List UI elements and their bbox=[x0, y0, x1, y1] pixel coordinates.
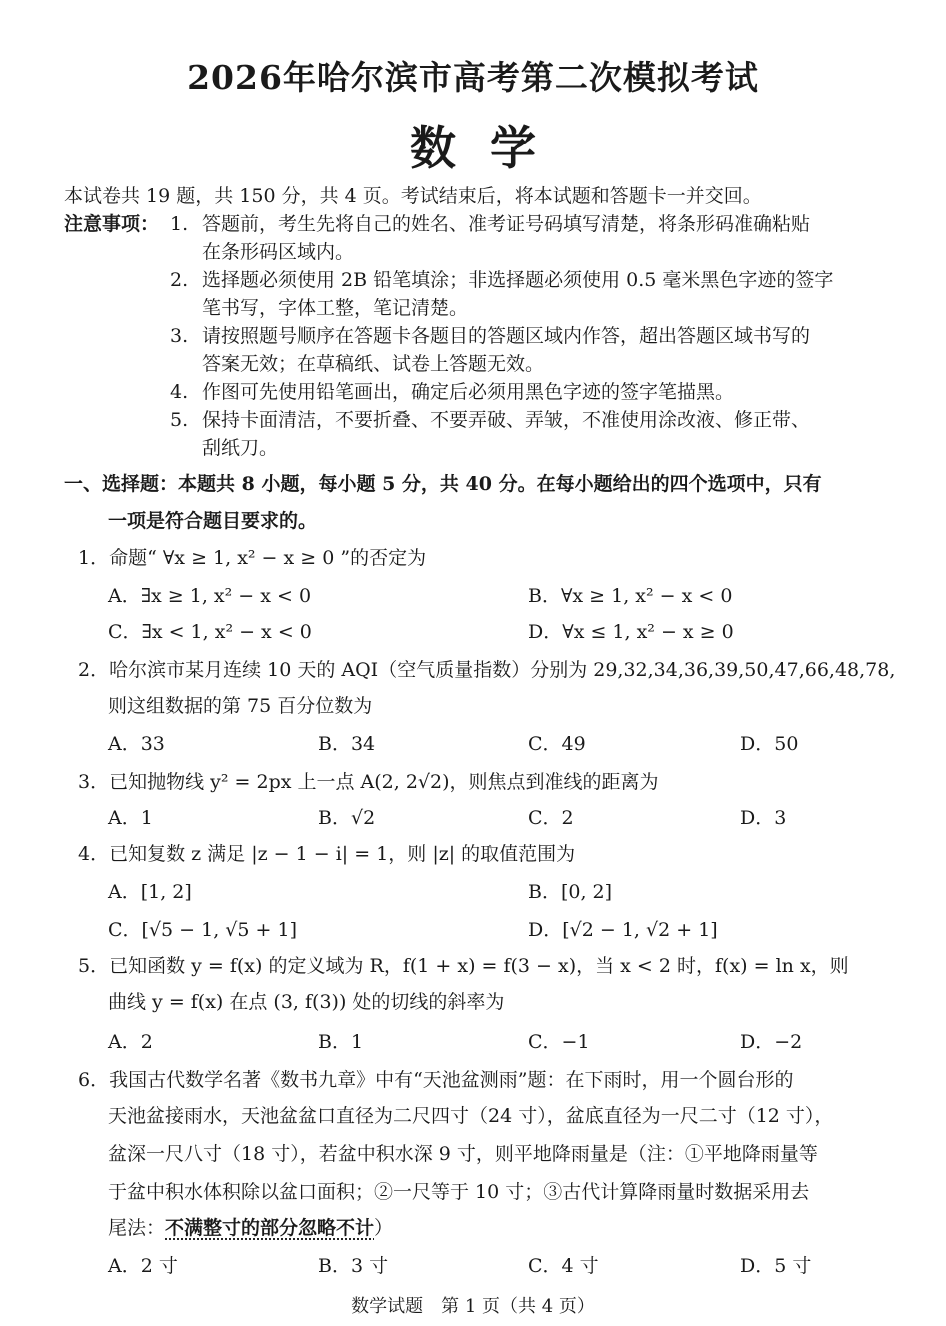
notice-num: 3. bbox=[170, 325, 189, 347]
option-d: D．−2 bbox=[740, 1031, 803, 1053]
intro-text: 本试卷共 19 题，共 150 分，共 4 页。考试结束后，将本试题和答题卡一并交回。 bbox=[64, 185, 762, 207]
option-c: C．2 bbox=[528, 807, 574, 829]
notice-line: 笔书写，字体工整，笔记清楚。 bbox=[202, 297, 469, 319]
question-stem-cont: 盆深一尺八寸（18 寸），若盆中积水深 9 寸，则平地降雨量是（注：①平地降雨量等 bbox=[108, 1143, 818, 1165]
question-stem: 6．我国古代数学名著《数书九章》中有“天池盆测雨”题：在下雨时，用一个圆台形的 bbox=[78, 1069, 794, 1091]
option-d: D．50 bbox=[740, 733, 799, 755]
notice-num: 1. bbox=[170, 213, 189, 235]
notice-num: 5. bbox=[170, 409, 189, 431]
question-stem: 3．已知抛物线 y² = 2px 上一点 A(2, 2√2)，则焦点到准线的距离为 bbox=[78, 771, 659, 793]
notice-line: 保持卡面清洁，不要折叠、不要弄破、弄皱，不准使用涂改液、修正带、 bbox=[202, 409, 811, 431]
option-b: B．∀x ≥ 1, x² − x < 0 bbox=[528, 585, 733, 607]
notice-num: 2. bbox=[170, 269, 189, 291]
question-stem-cont bbox=[108, 1216, 393, 1240]
option-d: D．[√2 − 1, √2 + 1] bbox=[528, 919, 718, 941]
option-d: D．5 寸 bbox=[740, 1255, 812, 1277]
option-b: B．[0, 2] bbox=[528, 881, 613, 903]
emphasized-text: 不满整寸的部分忽略不计 bbox=[165, 1217, 375, 1239]
option-a: A．[1, 2] bbox=[108, 881, 192, 903]
subject-title: 数学 bbox=[410, 121, 570, 175]
option-b: B．1 bbox=[318, 1031, 364, 1053]
notice-line: 请按照题号顺序在答题卡各题目的答题区域内作答，超出答题区域书写的 bbox=[202, 325, 811, 347]
page-footer: 数学试题 第 1 页（共 4 页） bbox=[351, 1296, 595, 1317]
question-stem: 2．哈尔滨市某月连续 10 天的 AQI（空气质量指数）分别为 29,32,34,36,39,50,47,66,48,78, bbox=[78, 659, 896, 681]
notice-line: 答题前，考生先将自己的姓名、准考证号码填写清楚，将条形码准确粘贴 bbox=[202, 213, 811, 235]
notice-num: 4. bbox=[170, 381, 189, 403]
option-c: C．4 寸 bbox=[528, 1255, 599, 1277]
option-a: A．2 寸 bbox=[108, 1255, 178, 1277]
question-stem-cont: 于盆中积水体积除以盆口面积；②一尺等于 10 寸；③古代计算降雨量时数据采用去 bbox=[108, 1181, 810, 1203]
question-stem: 5．已知函数 y = f(x) 的定义域为 R，f(1 + x) = f(3 − x)，当 x < 2 时，f(x) = ln x，则 bbox=[78, 955, 849, 977]
option-b: B．√2 bbox=[318, 807, 376, 829]
notice-line: 作图可先使用铅笔画出，确定后必须用黑色字迹的签字笔描黑。 bbox=[202, 381, 735, 403]
stem-prefix: 尾法： bbox=[108, 1217, 166, 1239]
option-a: A．33 bbox=[108, 733, 165, 755]
option-c: C．−1 bbox=[528, 1031, 590, 1053]
option-a: A．1 bbox=[108, 807, 153, 829]
notice-line: 选择题必须使用 2B 铅笔填涂；非选择题必须使用 0.5 毫米黑色字迹的签字 bbox=[202, 269, 834, 291]
question-stem-cont: 则这组数据的第 75 百分位数为 bbox=[108, 695, 373, 717]
question-stem-cont: 天池盆接雨水，天池盆盆口直径为二尺四寸（24 寸），盆底直径为一尺二寸（12 寸）， bbox=[108, 1105, 834, 1127]
option-c: C．[√5 − 1, √5 + 1] bbox=[108, 919, 298, 941]
question-stem-cont: 曲线 y = f(x) 在点 (3, f(3)) 处的切线的斜率为 bbox=[108, 991, 505, 1013]
question-stem: 1．命题“ ∀x ≥ 1, x² − x ≥ 0 ”的否定为 bbox=[78, 547, 427, 569]
option-c: C．∃x < 1, x² − x < 0 bbox=[108, 621, 312, 643]
option-b: B．3 寸 bbox=[318, 1255, 389, 1277]
question-stem: 4．已知复数 z 满足 |z − 1 − i| = 1，则 |z| 的取值范围为 bbox=[78, 843, 576, 865]
option-d: D．3 bbox=[740, 807, 787, 829]
notice-label: 注意事项： bbox=[64, 213, 160, 235]
notice-line: 刮纸刀。 bbox=[202, 437, 279, 459]
option-c: C．49 bbox=[528, 733, 586, 755]
section-heading: 一、选择题：本题共 8 小题，每小题 5 分，共 40 分。在每小题给出的四个选项中，只有 bbox=[64, 473, 822, 495]
exam-title: 2026年哈尔滨市高考第二次模拟考试 bbox=[187, 58, 759, 97]
option-b: B．34 bbox=[318, 733, 376, 755]
notice-line: 答案无效；在草稿纸、试卷上答题无效。 bbox=[202, 353, 545, 375]
option-d: D．∀x ≤ 1, x² − x ≥ 0 bbox=[528, 621, 734, 643]
option-a: A．∃x ≥ 1, x² − x < 0 bbox=[108, 585, 312, 607]
stem-suffix: ） bbox=[374, 1217, 394, 1239]
notice-line: 在条形码区域内。 bbox=[202, 241, 355, 263]
section-heading-cont: 一项是符合题目要求的。 bbox=[108, 510, 318, 532]
option-a: A．2 bbox=[108, 1031, 153, 1053]
